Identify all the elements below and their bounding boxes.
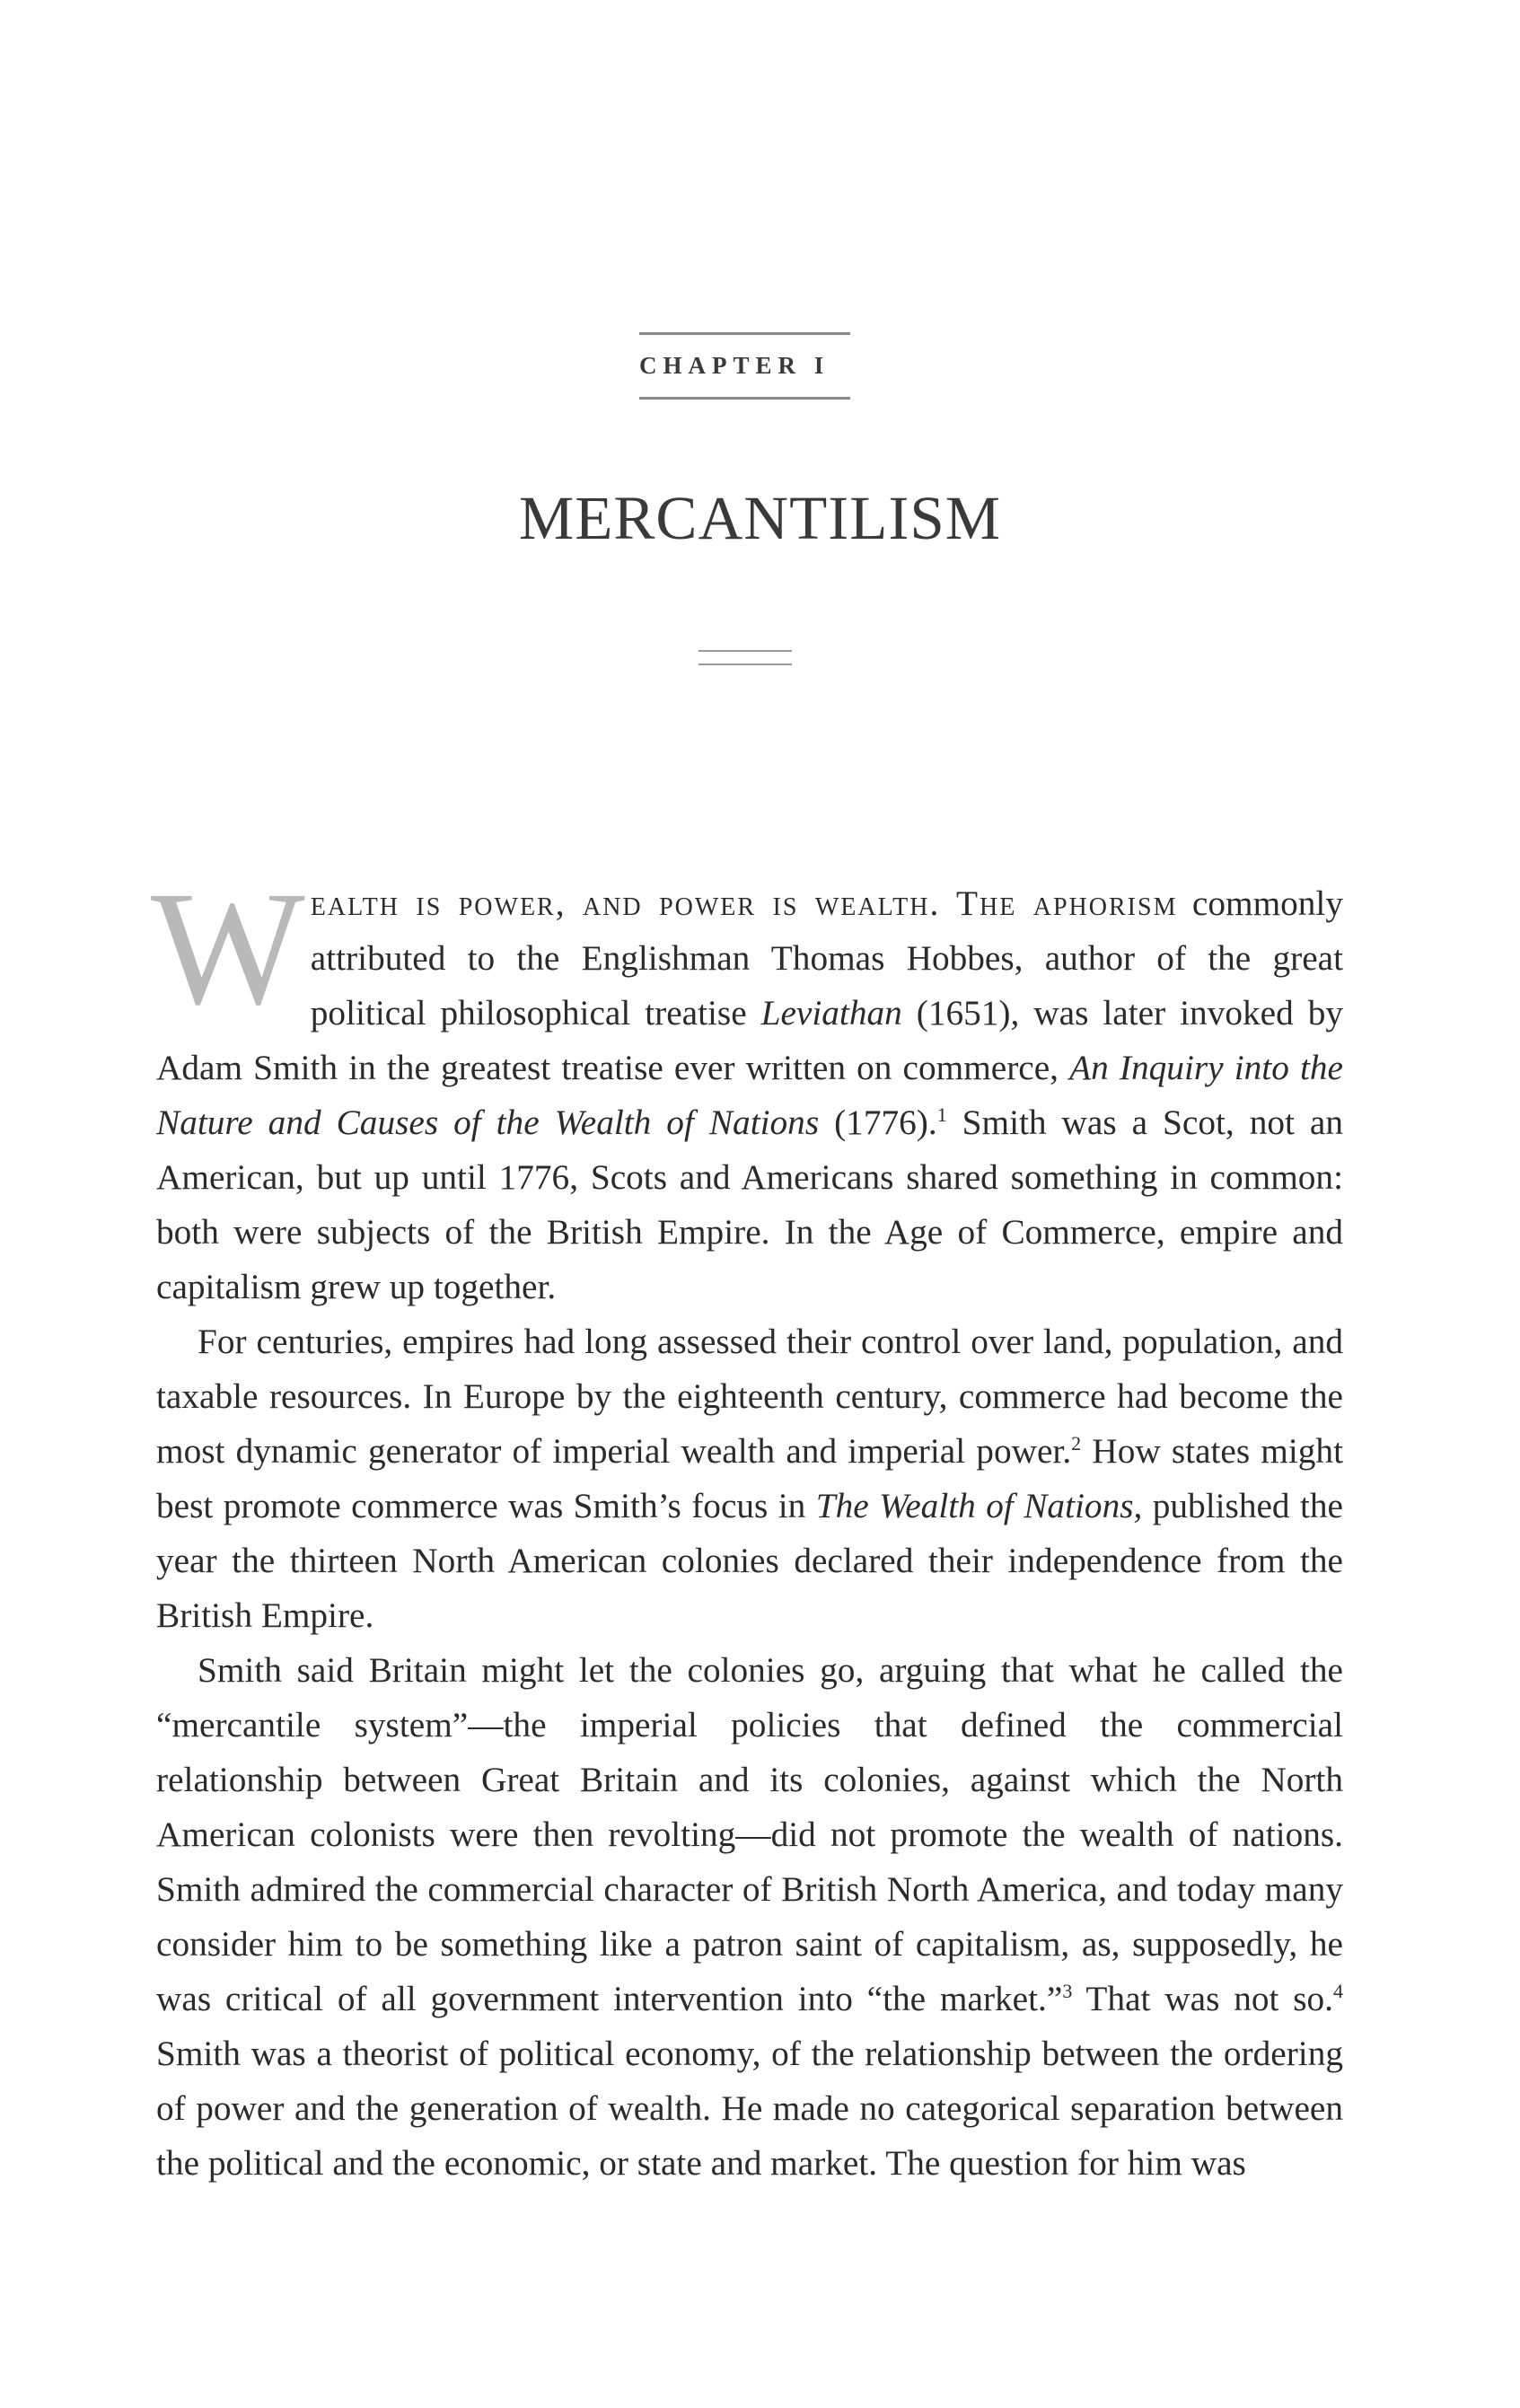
footnote-ref-4: 4 [1333,1979,1343,2002]
title-wealth-of-nations-full: An Inquiry into the Nature and Causes of the Wealth of Nations [156,1048,1344,1142]
paragraph-2 [156,1314,1343,1643]
paragraph-1-text-a: commonly attributed to the Englishman Thomas Hobbes, author of the great political philosophical treatise [310,883,1343,1033]
chapter-title: MERCANTILISM [518,484,1002,552]
footnote-ref-3: 3 [1062,1979,1073,2002]
paragraph-1-text-d: Smith was a Scot, not an American, but up until 1776, Scots and Americans shared something in common: both were subjects of the British Empire. In the Age of Commerce, empire and capitalism grew up together. [156,1103,1343,1306]
paragraph-3-text-a: Smith said Britain might let the colonies go, arguing that what he called the “mercantile system”—the imperial policies that defined the commercial relationship between Great Britain and its colonies, against which the North American colonists were then revolting—did not promote the wealth of nations. Smith admired the commercial character of British North America, and today many consider him to be something like a patron saint of capitalism, as, supposedly, he was critical of all government intervention into “the market.” [156,1650,1343,2018]
drop-cap: W [151,858,305,1039]
chapter-label: CHAPTER I [639,352,830,379]
footnote-ref-2: 2 [1071,1431,1082,1454]
paragraph-3-text-c: Smith was a theorist of political economy, of the relationship between the ordering of power and the generation of wealth. He made no categorical separation between the political and the economic, or state and market. The question for him was [156,2034,1343,2183]
ornamental-double-rule [698,650,792,665]
paragraph-1 [151,858,1344,1314]
paragraph-2-text-c: published the year the thirteen North American colonies declared their independence from the British Empire. [156,1486,1344,1635]
paragraph-3 [156,1643,1343,2191]
paragraph-3-text-b: That was not so. [1072,1979,1333,2018]
footnote-ref-1: 1 [936,1103,947,1126]
paragraph-2-text-b: How states might best promote commerce was Smith’s focus in [156,1431,1343,1525]
title-leviathan: Leviathan [760,993,902,1033]
paragraph-1-text-b: (1651), was later invoked by Adam Smith in the greatest treatise ever written on commerce, [156,993,1343,1087]
body-text [151,858,1344,2191]
paragraph-2-text-a: For centuries, empires had long assessed their control over land, population, and taxable resources. In Europe by the eighteenth century, commerce had become the most dynamic generator of imperial wealth and imperial power. [156,1322,1343,1471]
title-wealth-of-nations-short: The Wealth of Nations, [815,1486,1143,1525]
chapter-rule-bottom [639,397,850,400]
lead-in-small-caps: ealth is power, and power is wealth. The aphorism [310,883,1178,923]
paragraph-1-text-c: (1776). [819,1103,937,1142]
chapter-heading [639,332,850,400]
